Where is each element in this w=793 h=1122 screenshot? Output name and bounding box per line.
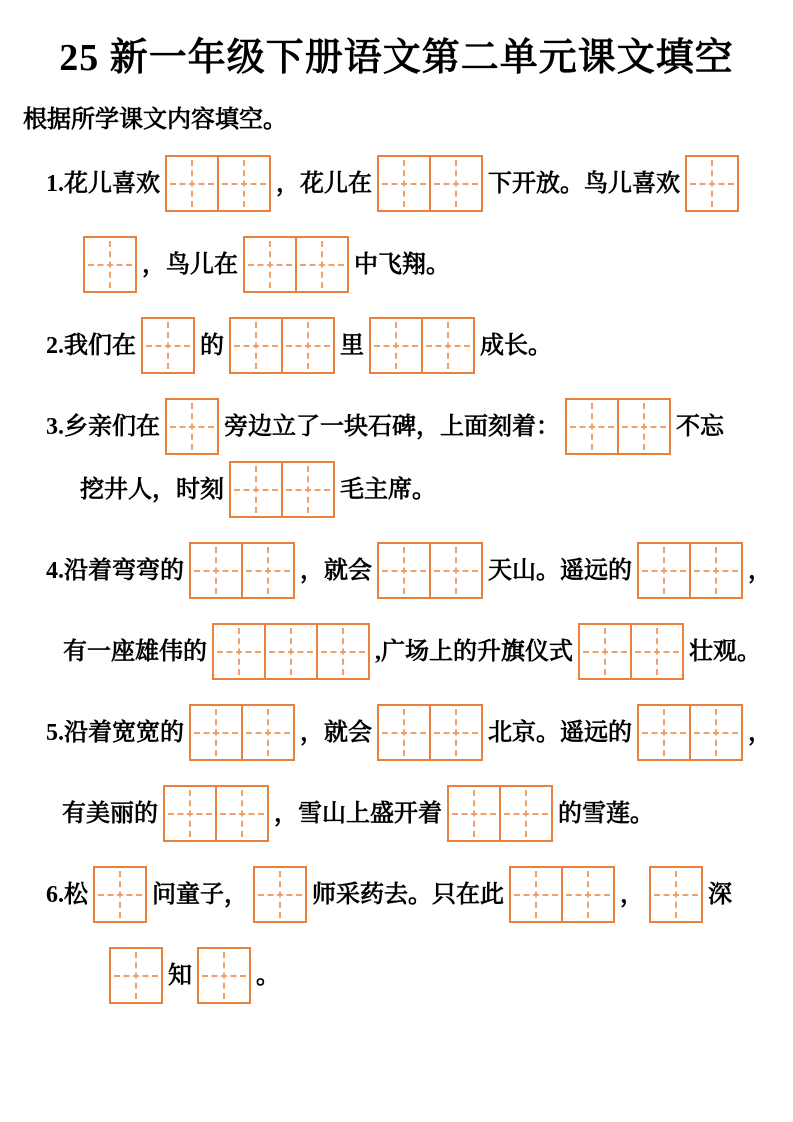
answer-grid-group [212,623,370,680]
exercise-text: ， [620,881,644,908]
exercise-text: 壮观。 [689,638,761,665]
answer-writing-cell[interactable] [165,155,219,212]
answer-writing-cell[interactable] [649,866,703,923]
item-5-line-2 [46,785,793,842]
exercise-text: 旁边立了一块石碑，上面刻着： [224,413,560,440]
answer-grid-group [509,866,615,923]
answer-writing-cell[interactable] [637,542,691,599]
item-6-line-1 [46,866,793,923]
answer-grid-group [377,542,483,599]
exercise-text: 中飞翔。 [354,251,450,278]
answer-writing-cell[interactable] [243,236,297,293]
answer-grid-group [189,704,295,761]
exercise-text: 挖井人，时刻 [80,476,224,503]
item-6-line-2 [46,947,793,1004]
page-title: 25 新一年级下册语文第二单元课文填空 [59,37,734,79]
answer-writing-cell[interactable] [217,155,271,212]
answer-grid-group [83,236,137,293]
answer-grid-group [189,542,295,599]
answer-grid-group [253,866,307,923]
exercise-text: 。 [256,962,280,989]
answer-writing-cell[interactable] [685,155,739,212]
answer-writing-cell[interactable] [264,623,318,680]
exercise-text: ， [748,719,772,746]
exercise-text: 问童子， [152,881,248,908]
exercise-text: 3.乡亲们在 [46,413,160,440]
answer-grid-group [165,398,219,455]
answer-grid-group [637,704,743,761]
exercise-text: ，花儿在 [276,170,372,197]
instructions-text: 根据所学课文内容填空。 [23,107,287,134]
answer-writing-cell[interactable] [83,236,137,293]
answer-writing-cell[interactable] [109,947,163,1004]
answer-writing-cell[interactable] [281,317,335,374]
answer-writing-cell[interactable] [163,785,217,842]
item-3-line-1 [46,398,793,455]
exercise-text: ,广场上的升旗仪式 [375,638,573,665]
exercise-text: 有美丽的 [62,800,158,827]
answer-writing-cell[interactable] [617,398,671,455]
exercise-text: 师采药去。只在此 [312,881,504,908]
exercise-text: 里 [340,332,364,359]
item-4-line-2 [46,623,793,680]
answer-writing-cell[interactable] [637,704,691,761]
item-5-line-1 [46,704,793,761]
answer-writing-cell[interactable] [215,785,269,842]
answer-writing-cell[interactable] [189,704,243,761]
answer-writing-cell[interactable] [165,398,219,455]
answer-grid-group [649,866,703,923]
answer-writing-cell[interactable] [93,866,147,923]
answer-writing-cell[interactable] [377,704,431,761]
exercise-text: ，就会 [300,719,372,746]
exercise-list [0,155,793,1004]
answer-grid-group [141,317,195,374]
exercise-text: 深 [708,881,732,908]
exercise-text: 下开放。鸟儿喜欢 [488,170,680,197]
answer-writing-cell[interactable] [421,317,475,374]
answer-grid-group [637,542,743,599]
exercise-text: 成长。 [480,332,552,359]
answer-writing-cell[interactable] [689,542,743,599]
answer-writing-cell[interactable] [189,542,243,599]
answer-writing-cell[interactable] [509,866,563,923]
answer-writing-cell[interactable] [565,398,619,455]
exercise-text: 有一座雄伟的 [63,638,207,665]
exercise-text: 的 [200,332,224,359]
exercise-text: 毛主席。 [340,476,436,503]
exercise-text: 6.松 [46,881,88,908]
answer-writing-cell[interactable] [316,623,370,680]
exercise-text: ，鸟儿在 [142,251,238,278]
exercise-text: 天山。遥远的 [488,557,632,584]
exercise-text: 的雪莲。 [558,800,654,827]
answer-writing-cell[interactable] [212,623,266,680]
answer-writing-cell[interactable] [377,155,431,212]
answer-writing-cell[interactable] [429,542,483,599]
answer-writing-cell[interactable] [499,785,553,842]
exercise-text: ，就会 [300,557,372,584]
answer-grid-group [197,947,251,1004]
exercise-text: 5.沿着宽宽的 [46,719,184,746]
answer-grid-group [447,785,553,842]
item-4-line-1 [46,542,793,599]
answer-writing-cell[interactable] [229,317,283,374]
exercise-text: 4.沿着弯弯的 [46,557,184,584]
answer-grid-group [565,398,671,455]
answer-writing-cell[interactable] [295,236,349,293]
answer-grid-group [93,866,147,923]
answer-grid-group [578,623,684,680]
answer-writing-cell[interactable] [197,947,251,1004]
item-2-line-1 [46,317,793,374]
answer-writing-cell[interactable] [377,542,431,599]
exercise-text: 知 [168,962,192,989]
exercise-text: 不忘 [676,413,724,440]
answer-writing-cell[interactable] [447,785,501,842]
answer-grid-group [229,461,335,518]
answer-writing-cell[interactable] [253,866,307,923]
exercise-text: ， [748,557,772,584]
answer-writing-cell[interactable] [578,623,632,680]
exercise-text: 北京。遥远的 [488,719,632,746]
answer-grid-group [229,317,335,374]
answer-grid-group [377,704,483,761]
answer-writing-cell[interactable] [429,704,483,761]
answer-grid-group [377,155,483,212]
answer-grid-group [243,236,349,293]
answer-writing-cell[interactable] [429,155,483,212]
answer-grid-group [109,947,163,1004]
answer-grid-group [163,785,269,842]
answer-writing-cell[interactable] [241,542,295,599]
answer-grid-group [685,155,739,212]
answer-grid-group [369,317,475,374]
answer-grid-group [165,155,271,212]
answer-writing-cell[interactable] [241,704,295,761]
item-1-line-1 [46,155,793,212]
exercise-text: 2.我们在 [46,332,136,359]
item-3-line-2 [46,461,793,518]
exercise-text: ，雪山上盛开着 [274,800,442,827]
answer-writing-cell[interactable] [689,704,743,761]
exercise-text: 1.花儿喜欢 [46,170,160,197]
answer-writing-cell[interactable] [229,461,283,518]
answer-writing-cell[interactable] [561,866,615,923]
answer-writing-cell[interactable] [369,317,423,374]
answer-writing-cell[interactable] [141,317,195,374]
answer-writing-cell[interactable] [281,461,335,518]
item-1-line-2 [46,236,793,293]
answer-writing-cell[interactable] [630,623,684,680]
